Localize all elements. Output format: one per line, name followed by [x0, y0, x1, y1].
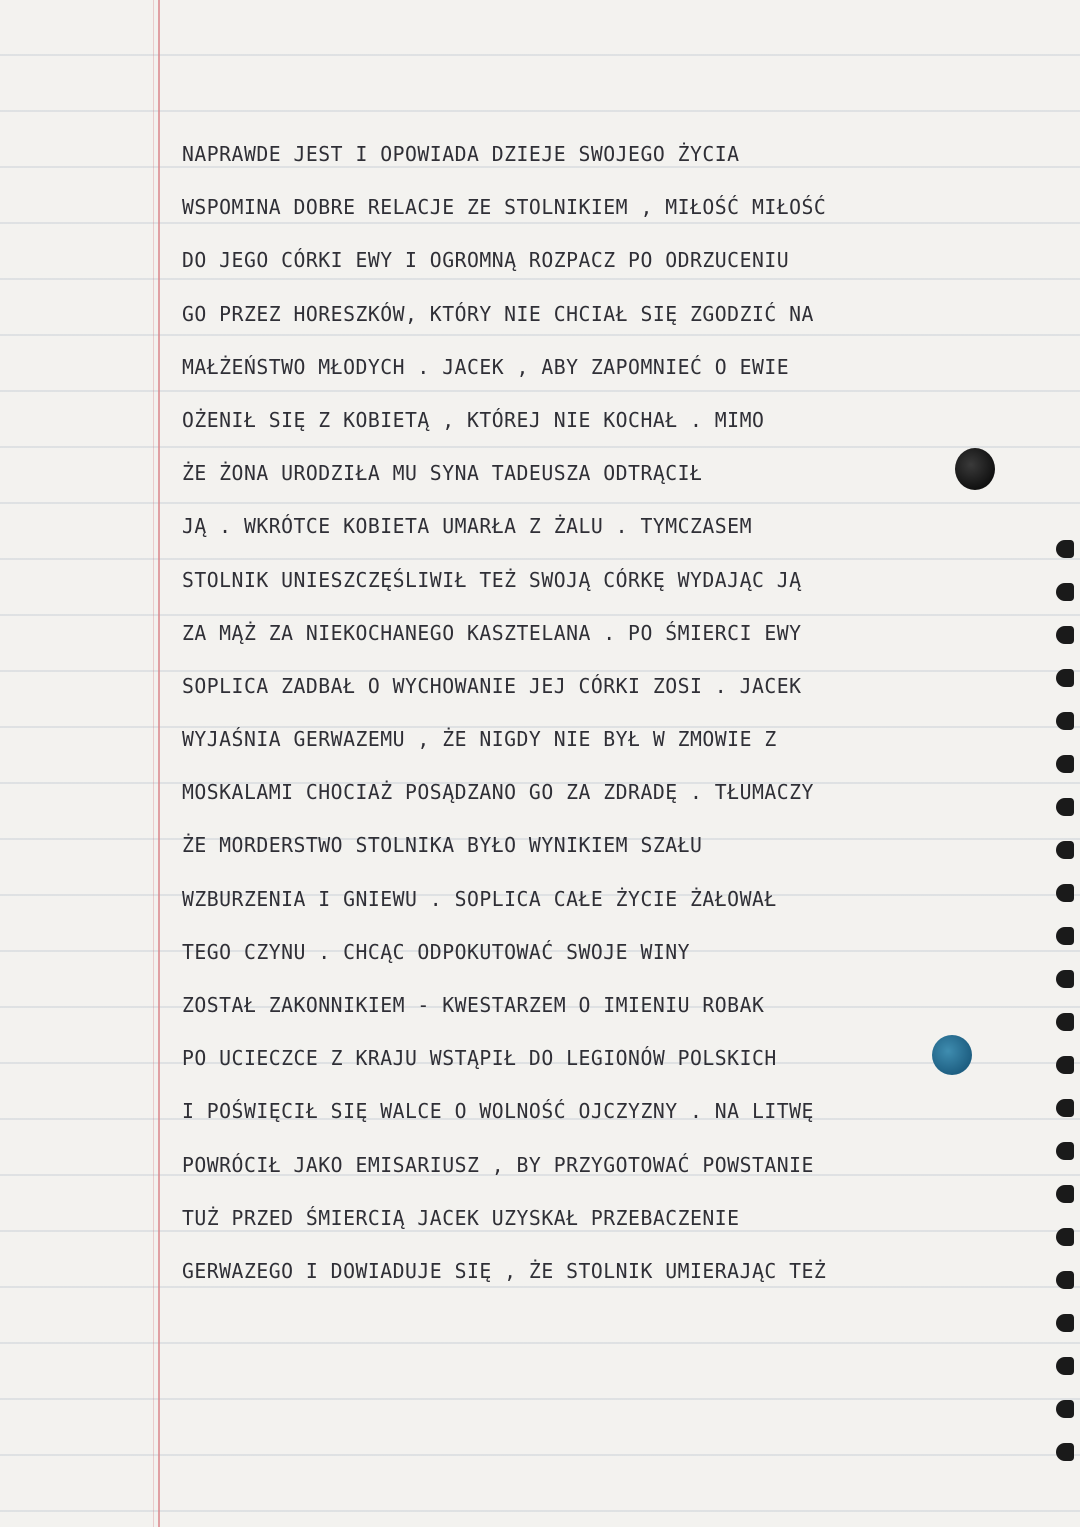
text-line-13: MOSKALAMI CHOCIAŻ POSĄDZANO GO ZA ZDRADĘ . TŁUMACZY [182, 780, 814, 805]
text-line-9: STOLNIK UNIESZCZĘŚLIWIŁ TEŻ SWOJĄ CÓRKĘ WYDAJĄC JĄ [182, 567, 802, 592]
text-line-5: MAŁŻEŃSTWO MŁODYCH . JACEK , ABY ZAPOMNIEĆ O EWIE [182, 354, 790, 379]
text-line-16: TEGO CZYNU . CHCĄC ODPOKUTOWAĆ SWOJE WINY [182, 939, 691, 964]
spiral-ring [1056, 1142, 1074, 1160]
handwritten-text [182, 128, 1012, 1298]
text-line-18: PO UCIECZCE Z KRAJU WSTĄPIŁ DO LEGIONÓW POLSKICH [182, 1046, 777, 1071]
text-line-11: SOPLICA ZADBAŁ O WYCHOWANIE JEJ CÓRKI ZOSI . JACEK [182, 673, 802, 698]
spiral-ring [1056, 583, 1074, 601]
spiral-ring [1056, 1056, 1074, 1074]
spiral-ring [1056, 1314, 1074, 1332]
spiral-ring [1056, 1185, 1074, 1203]
spiral-binding [1050, 540, 1080, 1500]
text-line-4: GO PRZEZ HORESZKÓW, KTÓRY NIE CHCIAŁ SIĘ ZGODZIĆ NA [182, 301, 814, 326]
text-line-2: WSPOMINA DOBRE RELACJE ZE STOLNIKIEM , MIŁOŚĆ MIŁOŚĆ [182, 195, 827, 220]
spiral-ring [1056, 798, 1074, 816]
text-line-10: ZA MĄŻ ZA NIEKOCHANEGO KASZTELANA . PO ŚMIERCI EWY [182, 620, 802, 645]
spiral-ring [1056, 1357, 1074, 1375]
spiral-ring [1056, 1099, 1074, 1117]
ink-dot-black [955, 448, 995, 490]
margin-line-secondary [153, 0, 154, 1527]
margin-line [158, 0, 160, 1527]
spiral-ring [1056, 626, 1074, 644]
spiral-ring [1056, 1271, 1074, 1289]
spiral-ring [1056, 1443, 1074, 1461]
spiral-ring [1056, 884, 1074, 902]
text-line-12: WYJAŚNIA GERWAZEMU , ŻE NIGDY NIE BYŁ W ZMOWIE Z [182, 727, 777, 752]
spiral-ring [1056, 1400, 1074, 1418]
text-line-3: DO JEGO CÓRKI EWY I OGROMNĄ ROZPACZ PO ODRZUCENIU [182, 248, 790, 273]
spiral-ring [1056, 755, 1074, 773]
spiral-ring [1056, 1013, 1074, 1031]
text-line-14: ŻE MORDERSTWO STOLNIKA BYŁO WYNIKIEM SZAŁU [182, 833, 703, 858]
ink-dot-blue [932, 1035, 972, 1075]
spiral-ring [1056, 712, 1074, 730]
text-line-1: NAPRAWDE JEST I OPOWIADA DZIEJE SWOJEGO ŻYCIA [182, 142, 740, 166]
spiral-ring [1056, 1228, 1074, 1246]
spiral-ring [1056, 970, 1074, 988]
spiral-ring [1056, 669, 1074, 687]
text-line-7: ŻE ŻONA URODZIŁA MU SYNA TADEUSZA ODTRĄCIŁ [182, 461, 703, 486]
text-line-8: JĄ . WKRÓTCE KOBIETA UMARŁA Z ŻALU . TYMCZASEM [182, 514, 752, 539]
text-line-20: POWRÓCIŁ JAKO EMISARIUSZ , BY PRZYGOTOWAĆ POWSTANIE [182, 1152, 814, 1177]
spiral-ring [1056, 540, 1074, 558]
text-line-15: WZBURZENIA I GNIEWU . SOPLICA CAŁE ŻYCIE ŻAŁOWAŁ [182, 886, 777, 911]
text-line-6: OŻENIŁ SIĘ Z KOBIETĄ , KTÓREJ NIE KOCHAŁ . MIMO [182, 407, 765, 432]
spiral-ring [1056, 841, 1074, 859]
text-line-17: ZOSTAŁ ZAKONNIKIEM - KWESTARZEM O IMIENIU ROBAK [182, 993, 765, 1017]
text-line-22: GERWAZEGO I DOWIADUJE SIĘ , ŻE STOLNIK UMIERAJĄC TEŻ [182, 1258, 827, 1283]
text-line-19: I POŚWIĘCIŁ SIĘ WALCE O WOLNOŚĆ OJCZYZNY . NA LITWĘ [182, 1099, 814, 1124]
text-line-21: TUŻ PRZED ŚMIERCIĄ JACEK UZYSKAŁ PRZEBACZENIE [182, 1205, 740, 1230]
spiral-ring [1056, 927, 1074, 945]
